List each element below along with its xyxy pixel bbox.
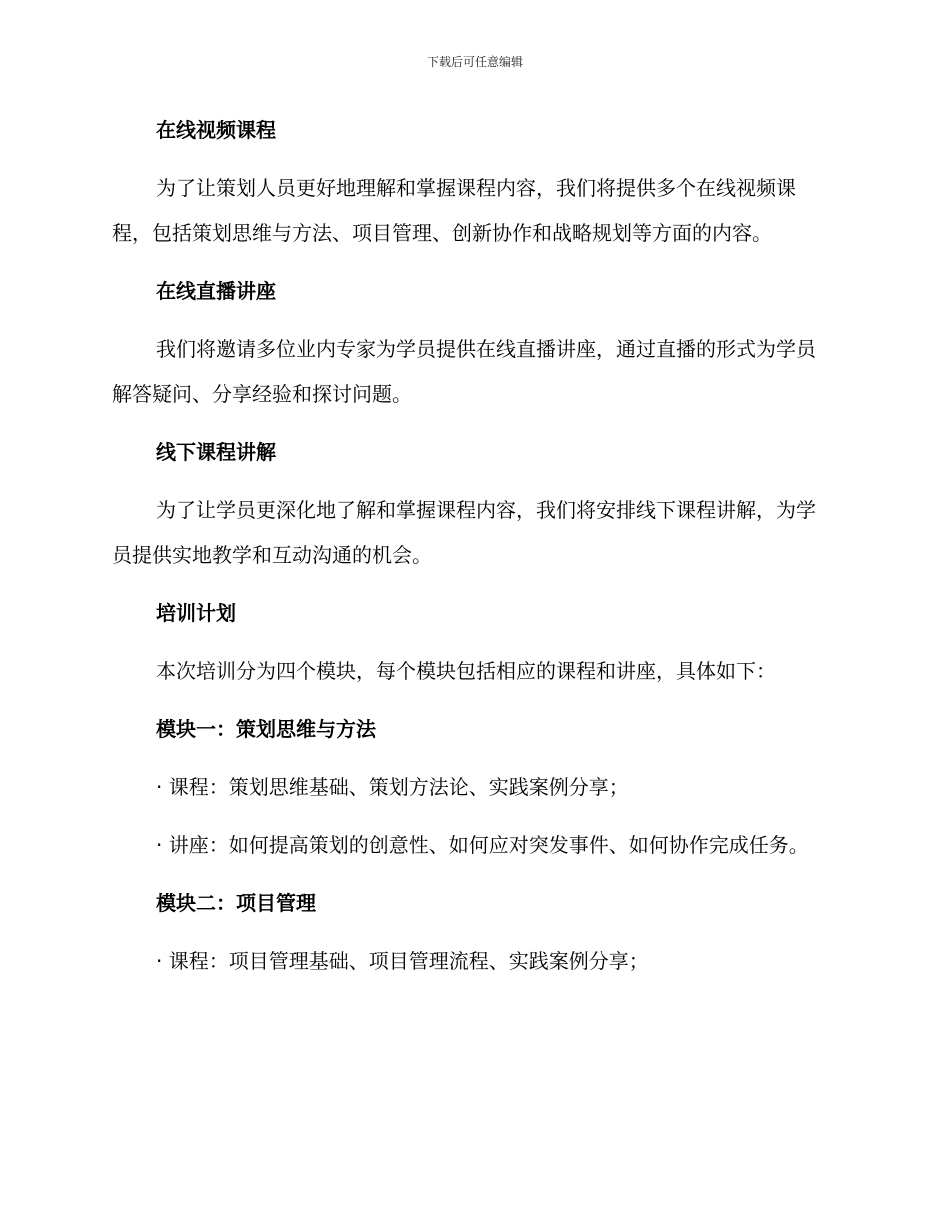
section-heading-offline-course: 线下课程讲解	[156, 440, 276, 464]
bullet-module-two-courses: · 课程：项目管理基础、项目管理流程、实践案例分享；	[156, 949, 649, 973]
bullet-module-one-courses: · 课程：策划思维基础、策划方法论、实践案例分享；	[156, 775, 629, 799]
section-heading-module-two: 模块二：项目管理	[156, 891, 316, 915]
section-heading-live-lecture: 在线直播讲座	[156, 279, 276, 303]
page-header: 下载后可任意编辑	[426, 55, 523, 69]
section-heading-training-plan: 培训计划	[156, 601, 236, 625]
section-heading-online-video: 在线视频课程	[156, 118, 276, 142]
document-body	[112, 108, 832, 997]
paragraph-offline-course: 为了让学员更深化地了解和掌握课程内容，我们将安排线下课程讲解，为学员提供实地教学和互动沟通的机会。	[112, 498, 816, 567]
bullet-module-one-lectures: · 讲座：如何提高策划的创意性、如何应对突发事件、如何协作完成任务。	[156, 833, 809, 857]
section-heading-module-one: 模块一：策划思维与方法	[156, 717, 376, 741]
paragraph-online-video: 为了让策划人员更好地理解和掌握课程内容，我们将提供多个在线视频课程，包括策划思维与方法、项目管理、创新协作和战略规划等方面的内容。	[112, 176, 796, 245]
paragraph-live-lecture: 我们将邀请多位业内专家为学员提供在线直播讲座，通过直播的形式为学员解答疑问、分享经验和探讨问题。	[112, 337, 816, 406]
paragraph-training-plan: 本次培训分为四个模块，每个模块包括相应的课程和讲座，具体如下：	[156, 659, 776, 683]
